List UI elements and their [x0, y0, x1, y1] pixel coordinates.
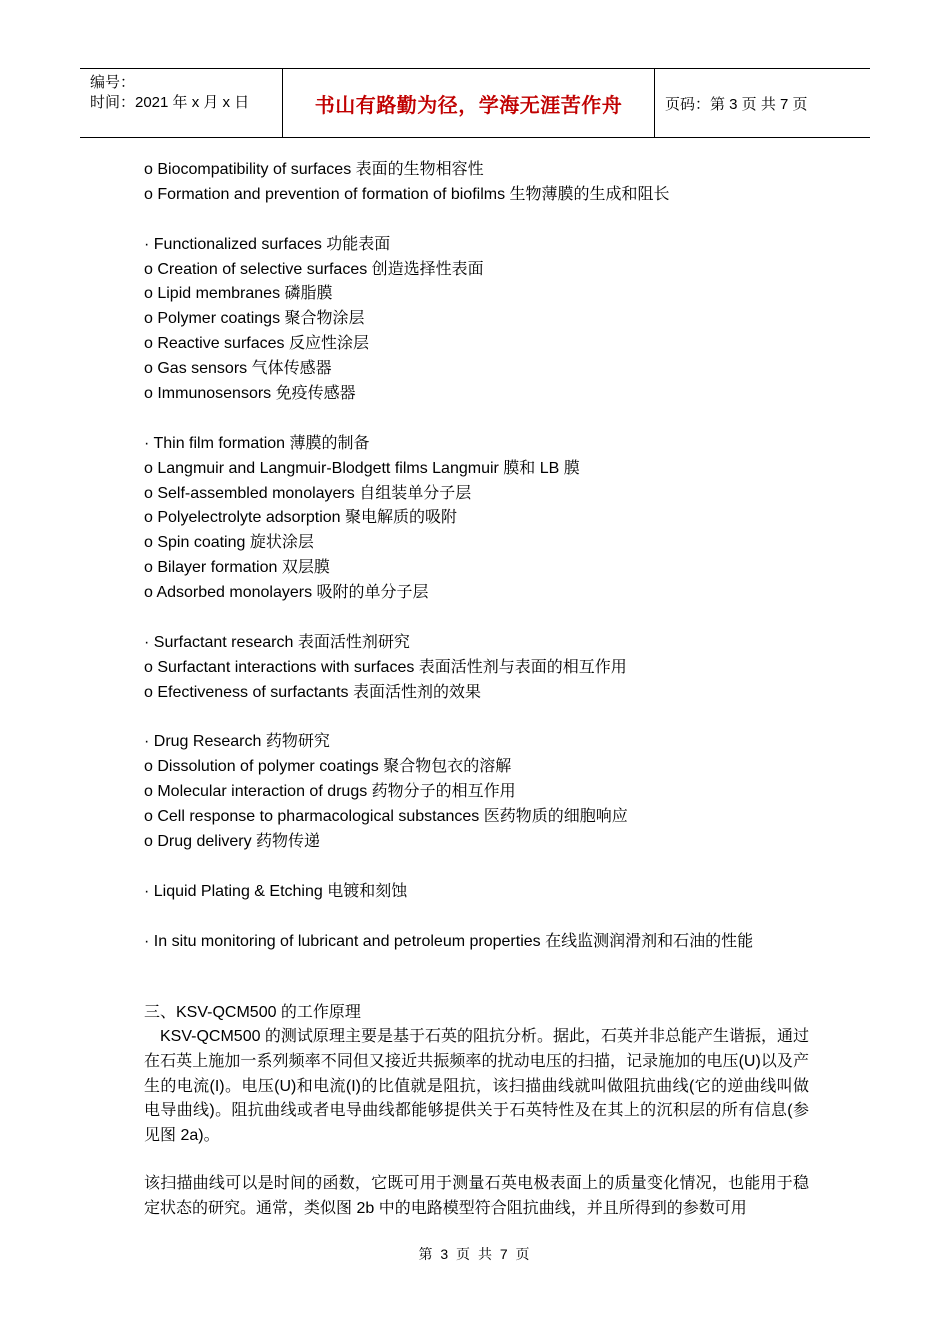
page-header — [80, 68, 870, 138]
list-item: o Biocompatibility of surfaces 表面的生物相容性 — [144, 161, 484, 178]
list-heading: · Liquid Plating & Etching 电镀和刻蚀 — [144, 882, 408, 900]
list-item: o Surfactant interactions with surfaces 表面活性剂与表面的相互作用 — [144, 658, 627, 676]
list-item: o Spin coating 旋状涂层 — [144, 534, 314, 552]
header-page-number: 页码：第 3 页 共 7 页 — [665, 95, 808, 113]
list-item: o Formation and prevention of formation of biofilms 生物薄膜的生成和阻长 — [144, 185, 670, 203]
header-motto: 书山有路勤为径，学海无涯苦作舟 — [282, 69, 655, 137]
list-item: o Immunosensors 免疫传感器 — [144, 385, 356, 403]
header-meta — [80, 69, 282, 137]
document-body — [144, 158, 809, 1222]
list-item: o Efectiveness of surfactants 表面活性剂的效果 — [144, 683, 481, 701]
list-item: o Langmuir and Langmuir-Blodgett films Langmuir 膜和 LB 膜 — [144, 459, 580, 477]
principle-paragraph: KSV-QCM500 的测试原理主要是基于石英的阻抗分析。据此，石英并非总能产生谐振，通过在石英上施加一系列频率不同但又接近共振频率的扰动电压的扫描，记录施加的电压(U)以及产生的电流(I)。电压(U)和电流(I)的比值就是阻抗，该扫描曲线就叫做阻抗曲线(它的逆曲线叫做电导曲线)。阻抗曲线或者电导曲线都能够提供关于石英特性及在其上的沉积层的所有信息(参见图 2a)。 — [144, 1028, 809, 1144]
list-item: o Adsorbed monolayers 吸附的单分子层 — [144, 584, 429, 602]
document-number-label: 编号： — [90, 74, 136, 91]
list-item: o Self-assembled monolayers 自组装单分子层 — [144, 484, 472, 502]
list-item: o Cell response to pharmacological substances 医药物质的细胞响应 — [144, 808, 628, 826]
section-title: 三、KSV-QCM500 的工作原理 — [144, 1003, 361, 1021]
list-heading: · In situ monitoring of lubricant and petroleum properties 在线监测润滑剂和石油的性能 — [144, 932, 754, 950]
list-item: o Polymer coatings 聚合物涂层 — [144, 310, 365, 328]
list-item: o Dissolution of polymer coatings 聚合物包衣的溶解 — [144, 758, 512, 776]
list-heading: · Thin film formation 薄膜的制备 — [144, 434, 370, 452]
document-date: 时间：2021 年 x 月 x 日 — [90, 94, 250, 111]
list-item: o Reactive surfaces 反应性涂层 — [144, 335, 369, 353]
list-heading: · Surfactant research 表面活性剂研究 — [144, 633, 410, 651]
list-item: o Lipid membranes 磷脂膜 — [144, 285, 333, 303]
list-item: o Gas sensors 气体传感器 — [144, 360, 332, 378]
list-item: o Polyelectrolyte adsorption 聚电解质的吸附 — [144, 509, 458, 527]
list-heading: · Drug Research 药物研究 — [144, 733, 330, 751]
scan-curve-paragraph: 该扫描曲线可以是时间的函数，它既可用于测量石英电极表面上的质量变化情况，也能用于稳定状态的研究。通常，类似图 2b 中的电路模型符合阻抗曲线，并且所得到的参数可用 — [144, 1175, 809, 1217]
list-heading: · Functionalized surfaces 功能表面 — [144, 235, 391, 253]
list-item: o Molecular interaction of drugs 药物分子的相互作用 — [144, 783, 516, 801]
application-list — [144, 158, 809, 955]
page-footer: 第 3 页 共 7 页 — [418, 1246, 532, 1262]
list-item: o Drug delivery 药物传递 — [144, 833, 321, 851]
list-item: o Creation of selective surfaces 创造选择性表面 — [144, 260, 484, 278]
list-item: o Bilayer formation 双层膜 — [144, 559, 330, 577]
